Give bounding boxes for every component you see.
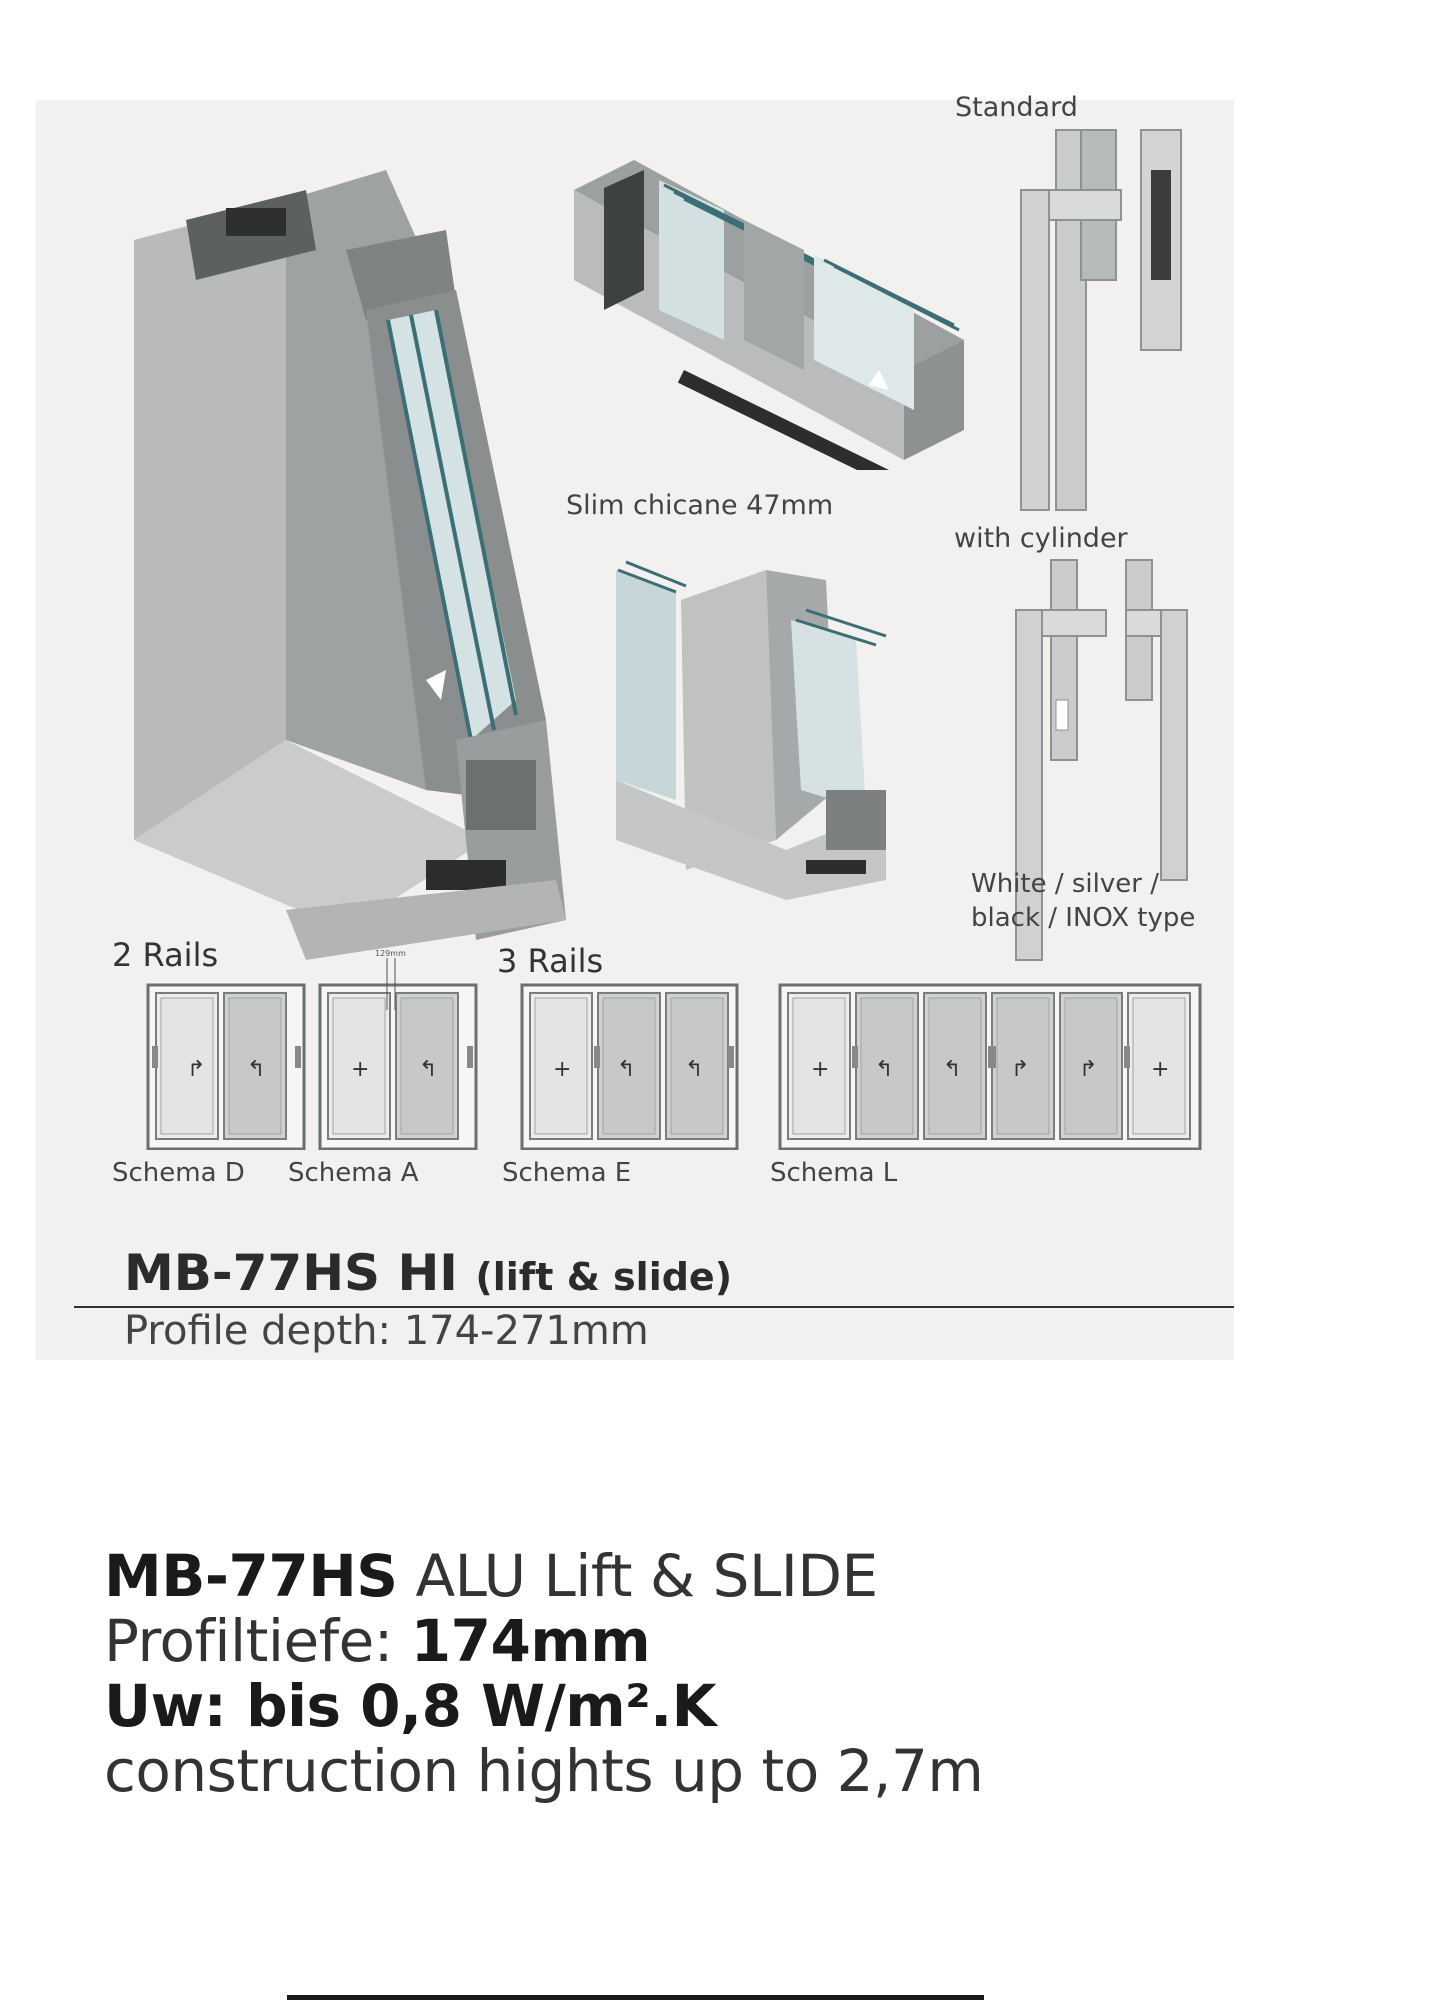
two-rails-title: 2 Rails <box>112 936 219 974</box>
info-heights: construction hights up to 2,7m <box>104 1737 984 1805</box>
svg-text:+: + <box>351 1057 370 1082</box>
colors-label-line1: White / silver / <box>971 869 1159 899</box>
svg-text:+: + <box>553 1057 572 1082</box>
schema-e-diagram <box>522 985 737 1149</box>
svg-text:↰: ↰ <box>875 1057 894 1082</box>
svg-text:↰: ↰ <box>685 1057 704 1082</box>
schema-l-diagram <box>780 985 1200 1149</box>
svg-text:↰: ↰ <box>943 1057 962 1082</box>
corner-profile-illustration <box>126 140 596 980</box>
info-heights-line <box>104 1739 983 1804</box>
standard-handle-illustration <box>1011 120 1191 520</box>
info-depth-label: Profiltiefe: <box>104 1607 411 1675</box>
slim-chicane-illustration <box>564 140 984 470</box>
svg-text:↱: ↱ <box>1011 1057 1030 1082</box>
schema-l-label: Schema L <box>770 1158 898 1188</box>
svg-text:↱: ↱ <box>1079 1057 1098 1082</box>
info-uw: Uw: bis 0,8 W/m².K <box>104 1672 717 1740</box>
with-cylinder-label: with cylinder <box>954 523 1128 554</box>
product-panel <box>36 92 1234 1360</box>
colors-label-line2: black / INOX type <box>971 903 1196 933</box>
product-info <box>104 1544 983 1804</box>
standard-label: Standard <box>955 92 1078 123</box>
schema-d-label: Schema D <box>112 1158 245 1188</box>
svg-text:↰: ↰ <box>617 1057 636 1082</box>
panel-title-sub: (lift & slide) <box>475 1255 733 1299</box>
svg-text:+: + <box>1151 1057 1170 1082</box>
schema-a-label: Schema A <box>288 1158 419 1188</box>
info-depth-line <box>104 1609 983 1674</box>
info-uw-line <box>104 1674 983 1739</box>
dimension-tag: 129mm <box>375 950 406 958</box>
three-rails-title: 3 Rails <box>497 942 604 980</box>
slim-chicane-label: Slim chicane 47mm <box>566 490 834 521</box>
svg-text:↱: ↱ <box>187 1057 206 1082</box>
info-depth-value: 174mm <box>410 1607 651 1675</box>
bottom-divider <box>287 1995 984 2000</box>
svg-text:↰: ↰ <box>247 1057 266 1082</box>
info-model-line <box>104 1544 983 1609</box>
sliding-section-illustration <box>606 550 956 910</box>
panel-depth: Profile depth: 174-271mm <box>124 1308 649 1354</box>
svg-text:+: + <box>811 1057 830 1082</box>
schema-d-diagram <box>148 985 304 1149</box>
svg-text:↰: ↰ <box>419 1057 438 1082</box>
schema-a-diagram <box>320 950 476 1149</box>
panel-title-main: MB-77HS HI <box>124 1244 458 1302</box>
info-model-desc: ALU Lift & SLIDE <box>397 1542 878 1610</box>
schema-diagrams <box>106 950 1206 1150</box>
schema-e-label: Schema E <box>502 1158 632 1188</box>
panel-title <box>124 1244 732 1302</box>
info-model: MB-77HS <box>104 1542 398 1610</box>
